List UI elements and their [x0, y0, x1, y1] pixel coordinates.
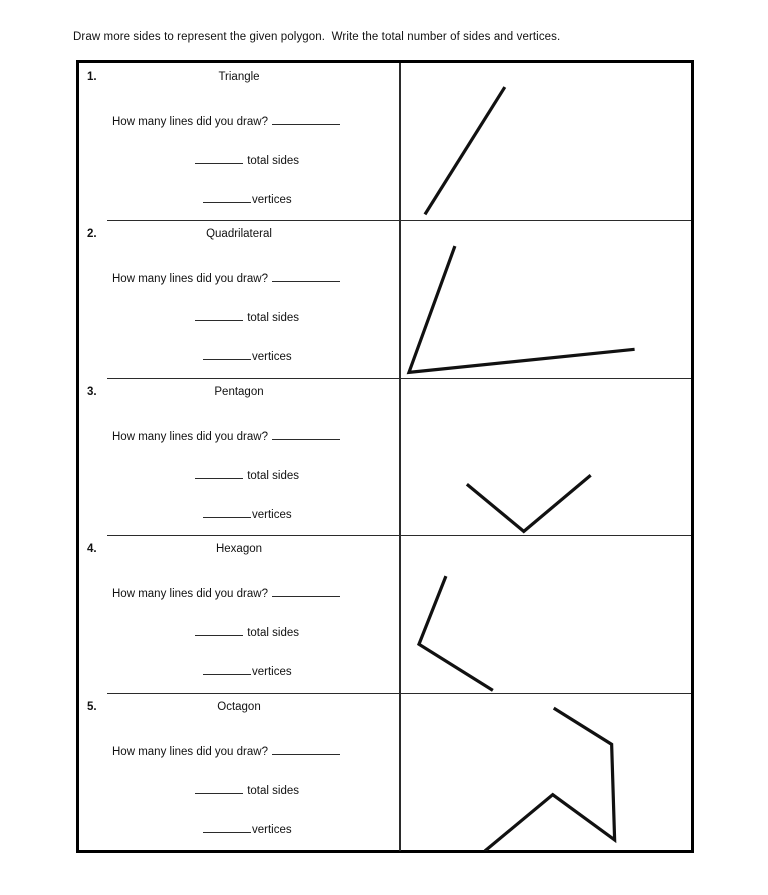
drawing-area[interactable]	[401, 220, 692, 377]
worksheet-table	[76, 60, 694, 853]
lines-drawn-answer-blank[interactable]	[272, 428, 340, 440]
vertices-answer-blank[interactable]	[203, 348, 251, 360]
lines-drawn-question	[79, 743, 399, 758]
question-cell	[79, 63, 399, 220]
lines-drawn-answer-blank[interactable]	[272, 113, 340, 125]
lines-drawn-answer-blank[interactable]	[272, 743, 340, 755]
worksheet-instruction: Draw more sides to represent the given polygon. Write the total number of sides and vertices.	[73, 31, 561, 43]
lines-drawn-question	[79, 585, 399, 600]
total-sides-label: total sides	[247, 155, 299, 167]
lines-drawn-answer-blank[interactable]	[272, 585, 340, 597]
vertices-label: vertices	[252, 666, 292, 679]
polygon-sides-polyline	[466, 475, 590, 531]
total-sides-answer-blank[interactable]	[195, 152, 243, 164]
polygon-sides-polyline	[418, 576, 492, 690]
partial-polygon-drawing	[401, 220, 692, 377]
total-sides-answer-blank[interactable]	[195, 467, 243, 479]
drawing-area[interactable]	[401, 693, 692, 851]
total-sides-question	[79, 309, 399, 324]
total-sides-label: total sides	[247, 627, 299, 640]
total-sides-answer-blank[interactable]	[195, 309, 243, 321]
vertices-answer-blank[interactable]	[203, 663, 251, 675]
polygon-sides-polyline	[424, 87, 504, 214]
total-sides-label: total sides	[247, 784, 299, 797]
vertices-label: vertices	[252, 351, 292, 364]
partial-polygon-drawing	[401, 63, 692, 220]
worksheet-row	[79, 220, 691, 377]
shape-name: Octagon	[217, 700, 261, 713]
total-sides-question	[79, 782, 399, 797]
item-number: 5.	[87, 700, 97, 713]
worksheet-row	[79, 378, 691, 535]
item-number: 4.	[87, 543, 97, 556]
vertices-answer-blank[interactable]	[203, 821, 251, 833]
total-sides-answer-blank[interactable]	[195, 782, 243, 794]
item-number: 1.	[87, 71, 97, 83]
vertices-question	[79, 663, 399, 678]
shape-name: Pentagon	[214, 385, 264, 398]
vertices-label: vertices	[252, 194, 292, 206]
partial-polygon-drawing	[401, 693, 692, 851]
shape-name: Quadrilateral	[206, 228, 272, 241]
total-sides-label: total sides	[247, 469, 299, 482]
vertices-question	[79, 506, 399, 521]
vertices-question	[79, 348, 399, 363]
drawing-area[interactable]	[401, 63, 692, 220]
vertices-question	[79, 821, 399, 836]
polygon-sides-polyline	[408, 246, 634, 372]
lines-drawn-label: How many lines did you draw?	[112, 273, 268, 286]
worksheet-row	[79, 535, 691, 692]
lines-drawn-answer-blank[interactable]	[272, 270, 340, 282]
lines-drawn-question	[79, 270, 399, 285]
question-cell	[79, 378, 399, 535]
lines-drawn-label: How many lines did you draw?	[112, 116, 268, 128]
drawing-area[interactable]	[401, 378, 692, 535]
vertices-label: vertices	[252, 508, 292, 521]
vertices-answer-blank[interactable]	[203, 506, 251, 518]
partial-polygon-drawing	[401, 378, 692, 535]
worksheet-row	[79, 693, 691, 851]
drawing-area[interactable]	[401, 535, 692, 692]
shape-name: Hexagon	[215, 543, 263, 556]
total-sides-label: total sides	[247, 312, 299, 325]
total-sides-answer-blank[interactable]	[195, 624, 243, 636]
lines-drawn-question	[79, 428, 399, 443]
lines-drawn-label: How many lines did you draw?	[112, 430, 268, 443]
item-number: 2.	[87, 228, 97, 241]
total-sides-question	[79, 624, 399, 639]
question-cell	[79, 535, 399, 692]
item-number: 3.	[87, 385, 97, 398]
vertices-question	[79, 191, 399, 206]
total-sides-question	[79, 467, 399, 482]
lines-drawn-label: How many lines did you draw?	[112, 588, 268, 601]
question-cell	[79, 220, 399, 377]
worksheet-row	[79, 63, 691, 220]
question-cell	[79, 693, 399, 851]
partial-polygon-drawing	[401, 535, 692, 692]
total-sides-question	[79, 152, 399, 167]
vertices-label: vertices	[252, 823, 292, 836]
lines-drawn-label: How many lines did you draw?	[112, 745, 268, 758]
lines-drawn-question	[79, 113, 399, 128]
shape-name: Triangle	[218, 71, 260, 83]
vertices-answer-blank[interactable]	[203, 191, 251, 203]
polygon-sides-polyline	[484, 708, 614, 851]
